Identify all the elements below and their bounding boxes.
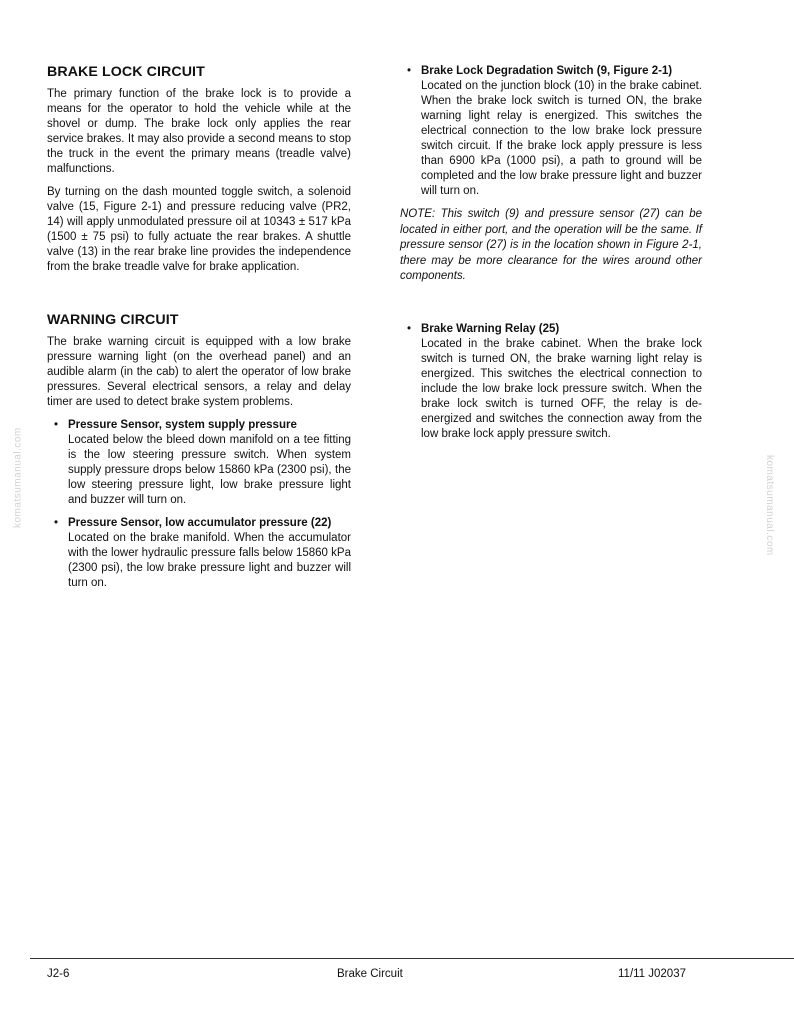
- bullet-title: Brake Warning Relay (25): [421, 322, 560, 335]
- watermark-right: komatsumanual.com: [764, 455, 775, 556]
- bullet-text: Located on the brake manifold. When the accumulator with the lower hydraulic pressure falls below 15860 kPa (2300 psi), the low brake pressure light and buzzer will turn on.: [68, 532, 351, 589]
- warning-circuit-heading: WARNING CIRCUIT: [47, 312, 179, 328]
- warning-circuit-paragraph: The brake warning circuit is equipped with a low brake pressure warning light (on the overhead panel) and an audible alarm (in the cab) to alert the operator of low brake pressures. Several electrical sensors, a relay and delay timer are used to detect brake system problems.: [47, 336, 351, 408]
- bullet-system-supply-pressure: [47, 418, 351, 508]
- bullet-text: Located on the junction block (10) in the brake cabinet. When the brake lock switch is turned ON, the brake warning light relay is energized. This switches the electrical connection to the low brake lock pressure switch circuit. If the brake lock apply pressure is less than 6900 kPa (1000 psi), a path to ground will be completed and the low brake pressure light and buzzer will turn on.: [421, 80, 702, 197]
- bullet-dot: •: [54, 517, 59, 529]
- bullet-brake-lock-degradation-switch: [400, 64, 702, 199]
- bullet-dot: •: [407, 65, 412, 77]
- bullet-brake-warning-relay: [400, 322, 702, 442]
- bullet-text: Located below the bleed down manifold on a tee fitting is the low steering pressure switch. When system supply pressure drops below 15860 kPa (2300 psi), the low steering pressure light, low brake pressure light and buzzer will turn on.: [68, 434, 351, 506]
- bullet-low-accumulator-pressure: [47, 516, 351, 591]
- footer-page-number: J2-6: [47, 968, 70, 980]
- footer-section-title: Brake Circuit: [337, 968, 403, 980]
- note-paragraph: NOTE: This switch (9) and pressure sensor (27) can be located in either port, and the operation will be the same. If pressure sensor (27) is in the location shown in Figure 2-1, there may be more clearance for the wires around other components.: [400, 208, 702, 282]
- bullet-text: Located in the brake cabinet. When the brake lock switch is turned ON, the brake warning light relay is energized. This switches the electrical connection to include the low brake lock pressure switch. When the brake lock switch is turned OFF, the relay is de-energized and switches the connection away from the low brake lock apply pressure switch.: [421, 337, 702, 440]
- brake-lock-paragraph-2: By turning on the dash mounted toggle switch, a solenoid valve (15, Figure 2-1) and pressure reducing valve (PR2, 14) will apply unmodulated pressure oil at 10343 ± 517 kPa (1500 ± 75 psi) to fully actuate the rear brakes. A shuttle valve (13) in the rear brake line provides the independence from the brake treadle valve for brake application.: [47, 186, 351, 273]
- footer-date-code: 11/11 J02037: [618, 968, 686, 980]
- bullet-title: Pressure Sensor, low accumulator pressure (22): [68, 517, 332, 529]
- bullet-dot: •: [54, 419, 59, 431]
- right-column: [400, 64, 702, 450]
- brake-lock-paragraph-1: The primary function of the brake lock is to provide a means for the operator to hold the vehicle while at the shovel or dump. The brake lock only applies the rear service brakes. It may also provide a second means to stop the truck in the event the primary means (treadle valve) malfunctions.: [47, 88, 351, 175]
- bullet-dot: •: [407, 322, 412, 335]
- left-column: [47, 64, 351, 599]
- brake-lock-heading: BRAKE LOCK CIRCUIT: [47, 64, 205, 80]
- bullet-title: Pressure Sensor, system supply pressure: [68, 419, 297, 431]
- bullet-title: Brake Lock Degradation Switch (9, Figure 2-1): [421, 65, 673, 77]
- watermark-left: komatsumanual.com: [12, 427, 24, 528]
- footer-rule: [30, 958, 794, 959]
